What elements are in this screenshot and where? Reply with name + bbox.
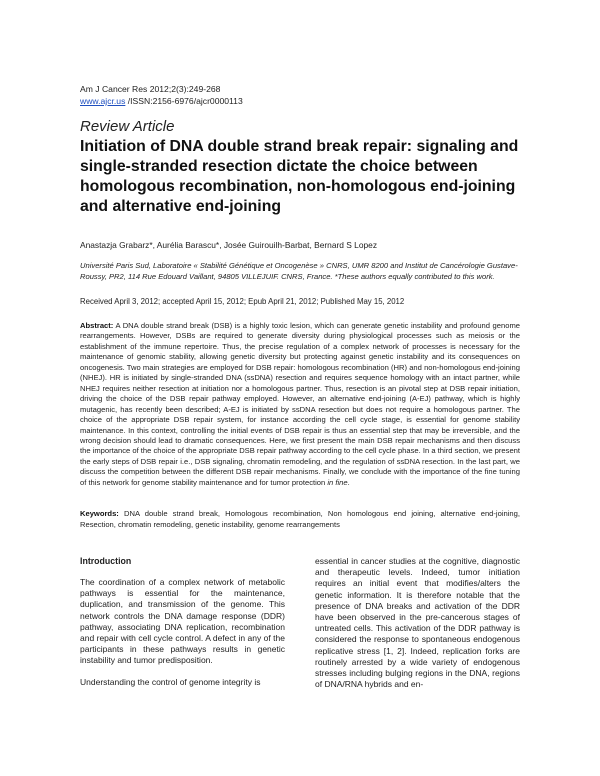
body-column-left (80, 556, 285, 698)
keywords-label: Keywords: (80, 509, 119, 518)
affiliation: Université Paris Sud, Laboratoire « Stabilité Génétique et Oncogenèse » CNRS, UMR 8200 and Institut de Cancérologie Gustave-Roussy, PR2, 114 Rue Edouard Vaillant, 94805 VILLEJUIF. CNRS, France. *These authors equally contributed to this work. (80, 261, 518, 281)
abstract (80, 321, 520, 488)
introduction-heading: Introduction (80, 556, 132, 566)
body-column-right (315, 556, 520, 700)
abstract-italic: in fine (327, 477, 348, 487)
abstract-label: Abstract: (80, 321, 114, 330)
journal-issn: /ISSN:2156-6976/ajcr0000113 (125, 96, 243, 106)
journal-citation: Am J Cancer Res 2012;2(3):249-268 (80, 84, 221, 94)
journal-url-link[interactable]: www.ajcr.us (80, 96, 126, 106)
author-list: Anastazja Grabarz*, Aurélia Barascu*, Josée Guirouilh-Barbat, Bernard S Lopez (80, 240, 378, 250)
abstract-end: . (347, 477, 350, 487)
publication-dates: Received April 3, 2012; accepted April 15, 2012; Epub April 21, 2012; Published May 15, 2012 (80, 297, 405, 306)
keywords-text: DNA double strand break, Homologous recombination, Non homologous end joining, alternative end-joining, Resection, chromatin remodeling, genetic instability, genome rearrangements (80, 509, 520, 529)
paragraph: Understanding the control of genome integrity is (80, 676, 261, 687)
paragraph: The coordination of a complex network of metabolic pathways is essential for the maintenance, duplication, and transmission of the genome. This network controls the DNA damage response (DDR) pathway, associating DNA replication, recombination and repair with cell cycle control. A defect in any of the participants in these pathways results in genetic instability and tumor predisposition. (80, 577, 285, 666)
abstract-text: A DNA double strand break (DSB) is a highly toxic lesion, which can generate genetic instability and profound genome rearrangements. However, DSBs are required to generate diversity during physiological processes such as meiosis or the establishment of the immune repertoire. Thus, the precise regulation of a complex network of processes is necessary for the maintenance of genomic stability, allowing genetic diversity but protecting against genetic instability and its consequences on oncogenesis. Two main strategies are employed for DSB repair: homologous recombination (HR) and non-homologous end-joining (NHEJ). HR is initiated by single-stranded DNA (ssDNA) resection and requires sequence homology with an intact partner, while NHEJ requires neither resection at initiation nor a homologous partner. Thus, resection is an pivotal step at DSB repair initiation, driving the choice of the DSB repair pathway employed. However, an alternative end-joining (A-EJ) pathway, which is highly mutagenic, has recently been described; A-EJ is initiated by ssDNA resection but does not require a homologous partner. The choice of the appropriate DSB repair system, for instance according the cell cycle stage, is essential for genome stability maintenance. In this context, controlling the initial events of DSB repair is thus an essential step that may be irreversible, and the wrong decision should lead to dramatic consequences. Here, we first present the main DSB repair mechanisms and then discuss the importance of the choice of the appropriate DSB repair pathway according to the cell cycle phase. In a third section, we present the early steps of DSB repair i.e., DSB signaling, chromatin remodeling, and the regulation of ssDNA resection. In the last part, we discuss the competition between the different DSB repair mechanisms. Finally, we conclude with the importance of the fine tuning of this network for genome stability maintenance and for tumor protection (80, 321, 520, 487)
paragraph: essential in cancer studies at the cognitive, diagnostic and therapeutic levels. Indeed, tumor initiation requires an initial event that modifies/alters the genetic information. It is therefore notable that the presence of DNA breaks and activation of the DDR have been observed in the pre-cancerous stages of untreated cells. This activation of the DDR pathway is considered the response to spontaneous endogenous replicative stress [1, 2]. Indeed, replication forks are routinely arrested by a wide variety of endogenous stresses including bulging regions in the DNA, regions of DNA/RNA hybrids and en- (315, 556, 520, 690)
keywords (80, 509, 520, 530)
article-type: Review Article (80, 118, 175, 135)
journal-header (80, 83, 243, 107)
article-title: Initiation of DNA double strand break repair: signaling and single-stranded resection dictate the choice between homologous recombination, non-homologous end-joining and alternative end-joining (80, 138, 519, 215)
journal-links (80, 95, 243, 107)
